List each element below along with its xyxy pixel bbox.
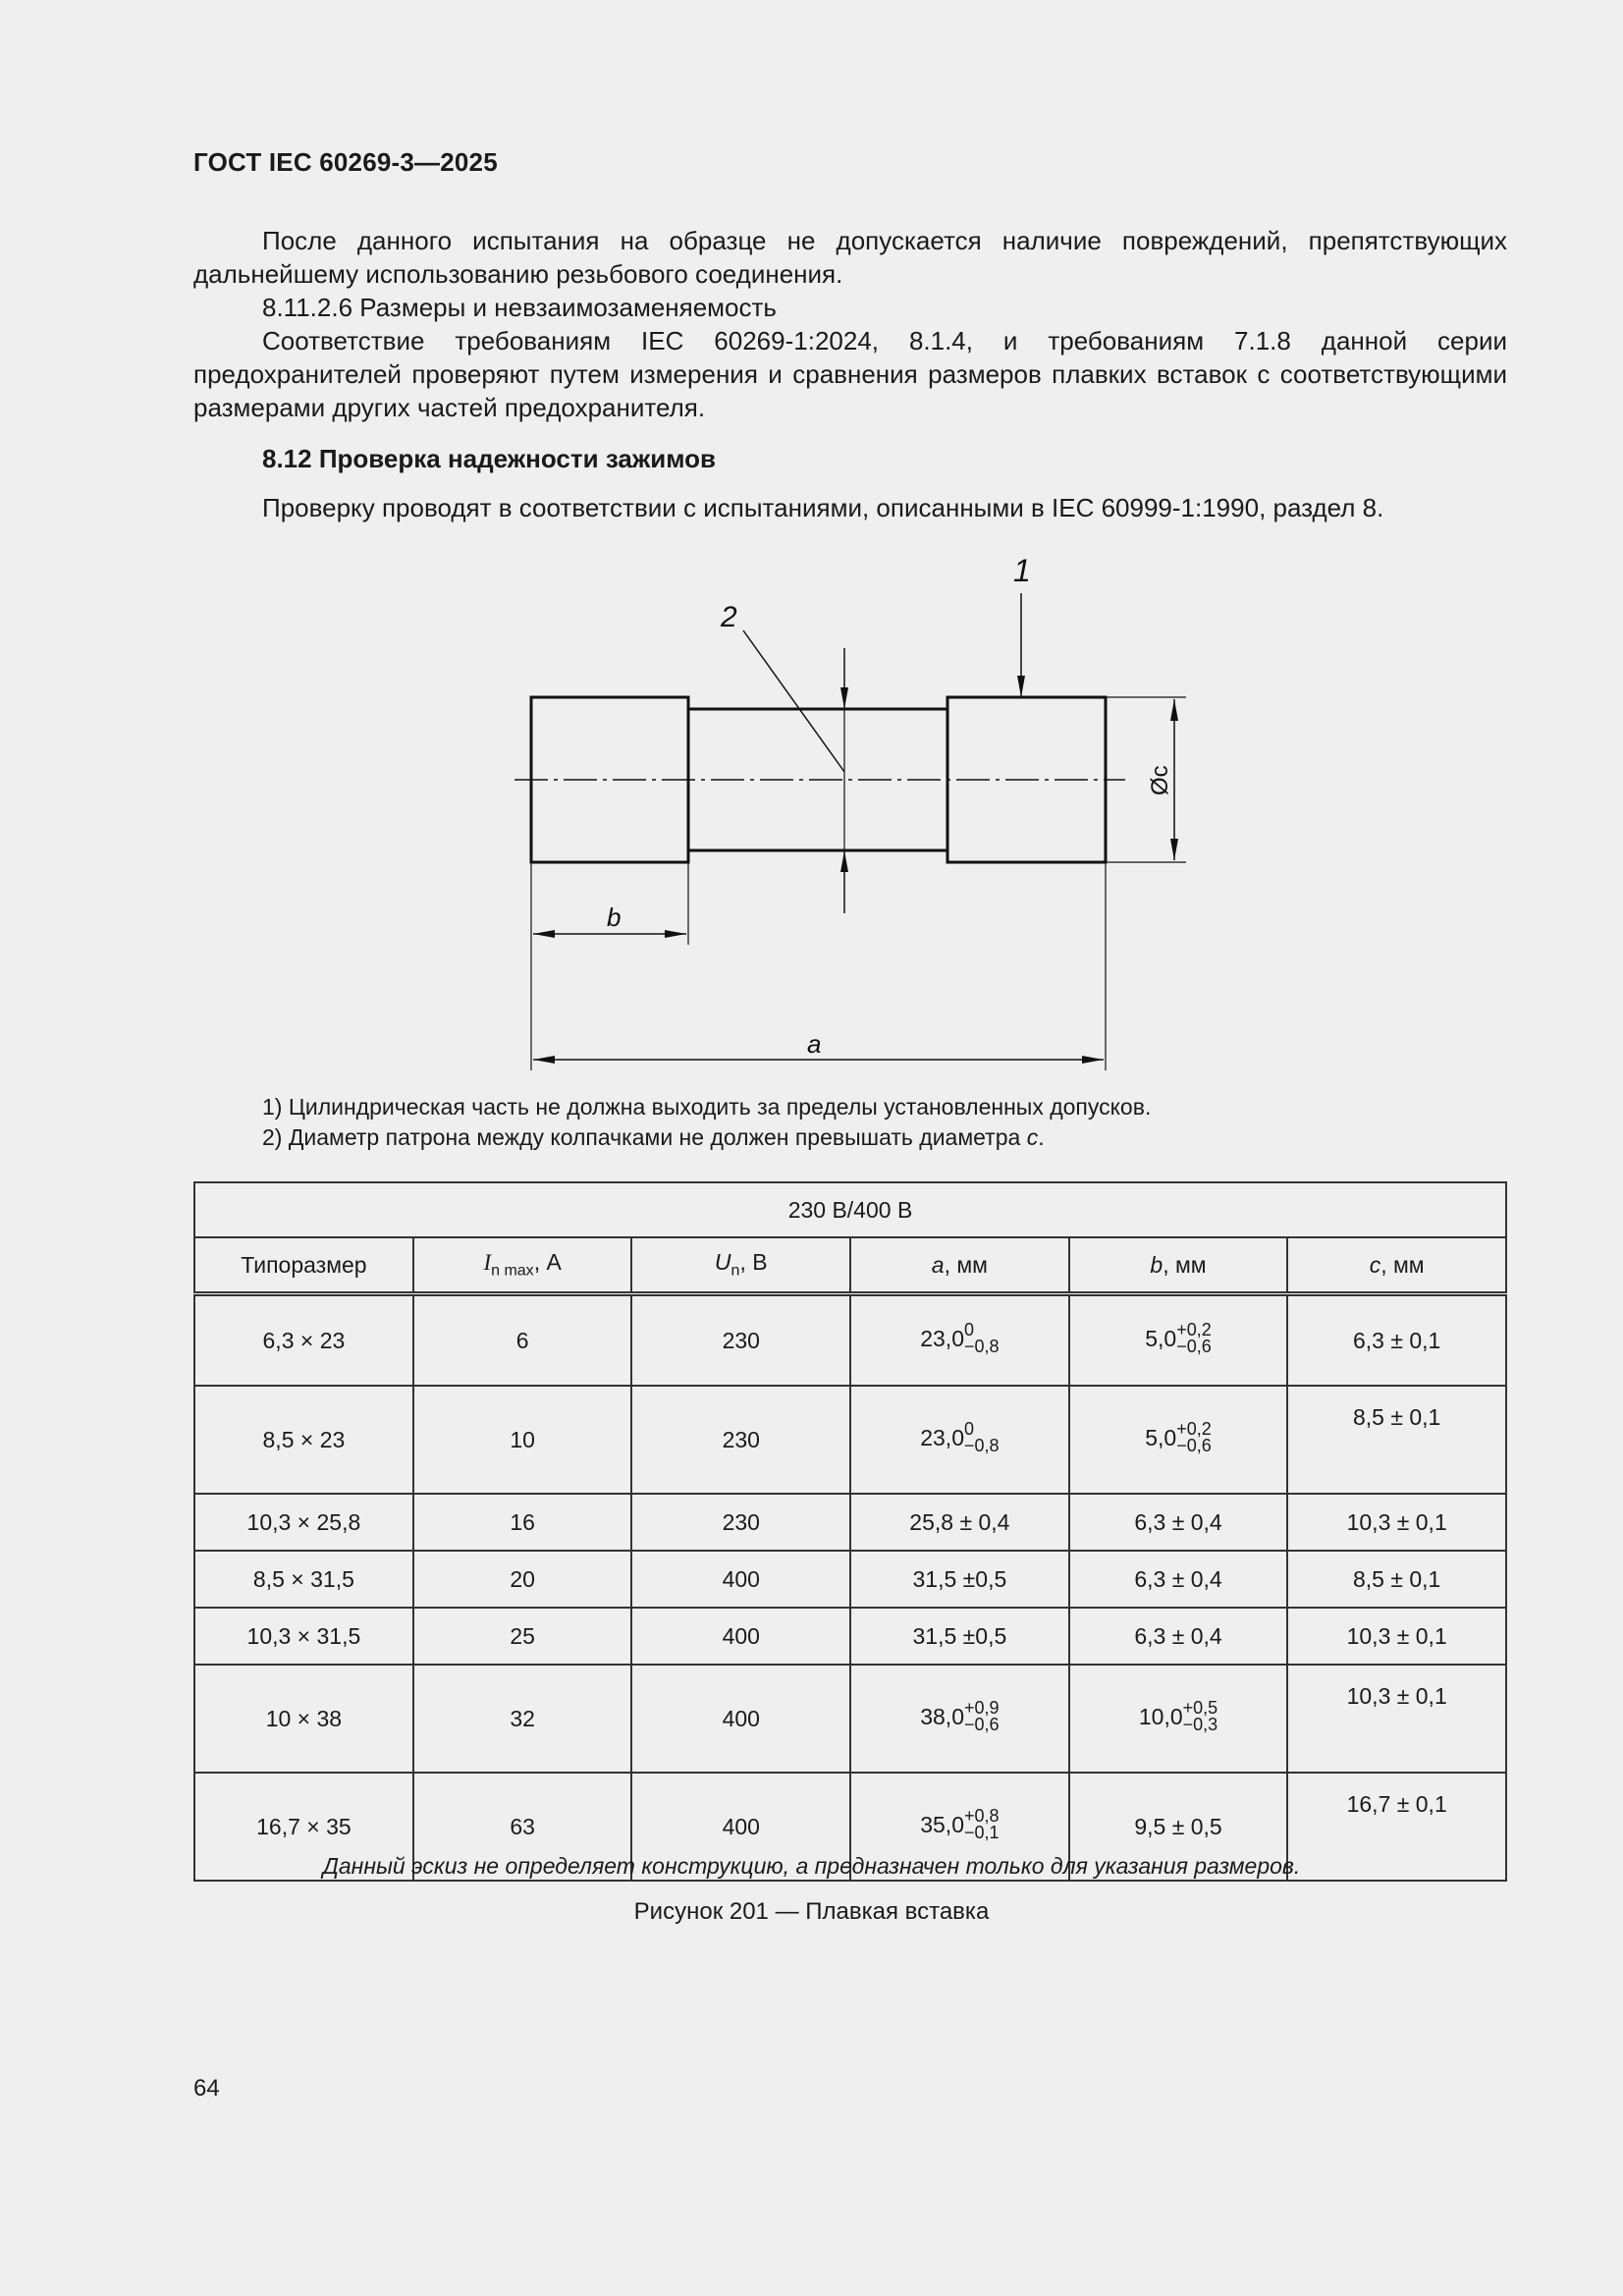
label-1: 1 [1013, 553, 1031, 588]
section-title: 8.12 Проверка надежности зажимов [262, 444, 717, 473]
page-number: 64 [193, 2075, 220, 2102]
clause-heading: 8.11.2.6 Размеры и невзаимозаменяемость [262, 293, 777, 322]
table-row: 8,5 × 31,5 20 400 31,5 ±0,5 6,3 ± 0,4 8,5 ± 0,1 [194, 1551, 1506, 1608]
table-row: 6,3 × 23 6 230 23,0 0 −0,8 5,0 +0,2 −0,6 6,3 ± 0,1 [194, 1294, 1506, 1387]
section-text: Проверку проводят в соответствии с испытаниями, описанными в IEC 60999-1:1990, раздел 8. [262, 493, 1384, 522]
document-header: ГОСТ IEC 60269-3—2025 [193, 147, 498, 177]
figure-disclaimer: Данный эскиз не определяет конструкцию, а предназначен только для указания размеров. [322, 1853, 1301, 1879]
paragraph-1: После данного испытания на образце не допускается наличие повреждений, препятствующих дальнейшему использованию резьбового соединения. [193, 226, 1507, 289]
label-2: 2 [721, 601, 737, 633]
table-row: 10,3 × 31,5 25 400 31,5 ±0,5 6,3 ± 0,4 10,3 ± 0,1 [194, 1608, 1506, 1665]
note-2: 2) Диаметр патрона между колпачками не должен превышать диаметра c. [262, 1124, 1045, 1150]
col-header-a: a, мм [850, 1237, 1069, 1294]
col-header-un: $U_n$, В [631, 1237, 850, 1294]
note-1: 1) Цилиндрическая часть не должна выходить за пределы установленных допусков. [262, 1094, 1152, 1120]
figure-notes [262, 1092, 1151, 1153]
dim-b-label: b [607, 902, 622, 932]
table-row: 16,7 × 35 63 400 35,0 +0,8 −0,1 9,5 ± 0,5 16,7 ± 0,1 [194, 1773, 1506, 1881]
col-header-c: c, мм [1287, 1237, 1506, 1294]
table-group-header: 230 В/400 В [194, 1182, 1506, 1237]
col-header-b: b, мм [1069, 1237, 1288, 1294]
fuse-drawing [0, 0, 1623, 1090]
table-row: 10,3 × 25,8 16 230 25,8 ± 0,4 6,3 ± 0,4 10,3 ± 0,1 [194, 1494, 1506, 1551]
col-header-size: Типоразмер [194, 1237, 413, 1294]
figure-caption: Рисунок 201 — Плавкая вставка [633, 1898, 990, 1925]
table-row: 8,5 × 23 10 230 23,0 0 −0,8 5,0 +0,2 −0,6 8,5 ± 0,1 [194, 1386, 1506, 1494]
paragraph-2: Соответствие требованиям IEC 60269-1:2024, 8.1.4, и требованиям 7.1.8 данной серии предохранителей проверяют путем измерения и сравнения размеров плавких вставок с соответствующими размерами других частей предохранителя. [193, 326, 1507, 422]
dim-a-label: a [807, 1029, 822, 1059]
dim-c-label: Øc [1147, 765, 1173, 795]
table-row: 10 × 38 32 400 38,0 +0,9 −0,6 10,0 +0,5 −0,3 10,3 ± 0,1 [194, 1665, 1506, 1773]
leader-2 [743, 630, 844, 772]
dimensions-table [193, 1181, 1507, 1882]
col-header-imax: $I_{n max}$, А [413, 1237, 632, 1294]
